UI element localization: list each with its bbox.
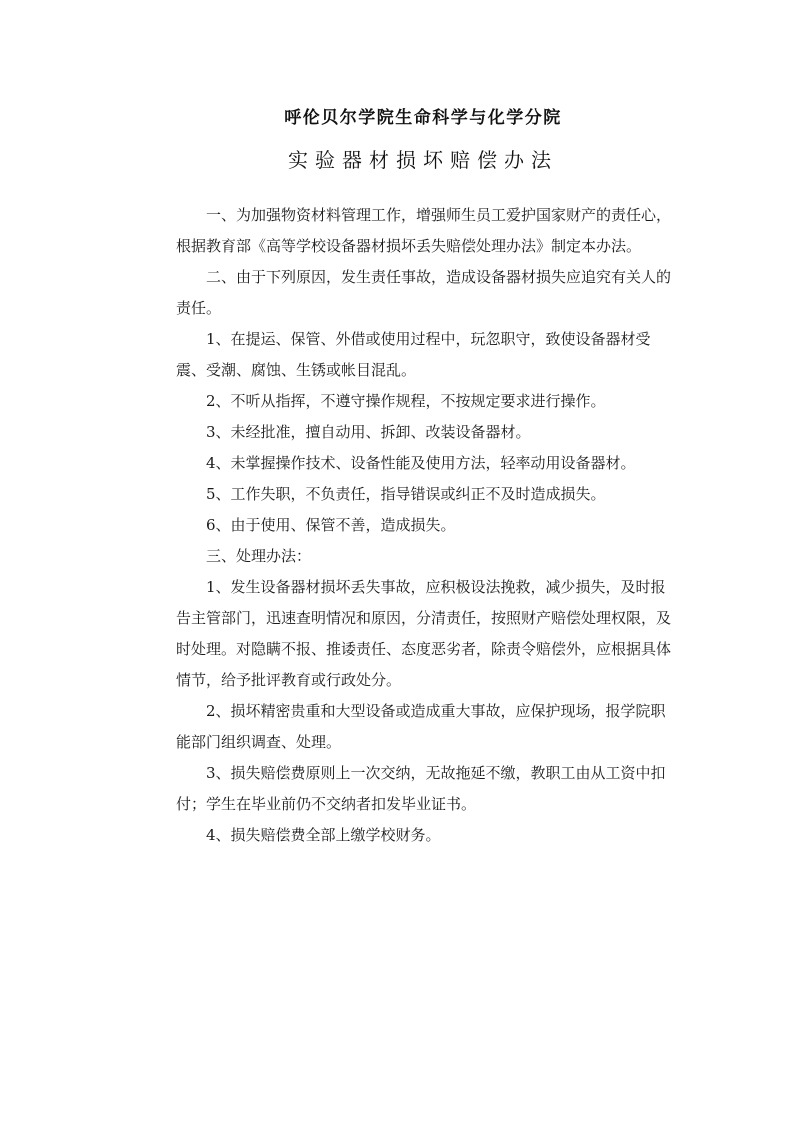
paragraph-item: 1、发生设备器材损坏丢失事故，应积极设法挽救，减少损失，及时报告主管部门，迅速查明情况和原因，分清责任，按照财产赔偿处理权限，及时处理。对隐瞒不报、推诿责任、态度恶劣者，除责令赔偿外，应根据具体情节，给予批评教育或行政处分。 [176, 578, 672, 689]
paragraph-item: 6、由于使用、保管不善，造成损失。 [206, 516, 456, 534]
paragraph-item: 5、工作失职，不负责任，指导错误或纠正不及时造成损失。 [206, 485, 606, 503]
paragraph-item: 4、损失赔偿费全部上缴学校财务。 [206, 826, 441, 844]
paragraph-section-three: 三、处理办法： [206, 547, 312, 565]
paragraph-item: 2、不听从指挥，不遵守操作规程，不按规定要求进行操作。 [206, 392, 606, 410]
paragraph-item: 3、未经批准，擅自动用、拆卸、改装设备器材。 [206, 423, 531, 441]
organization-title: 呼伦贝尔学院生命科学与化学分院 [284, 108, 562, 128]
paragraph-item: 2、损坏精密贵重和大型设备或造成重大事故，应保护现场，报学院职能部门组织调查、处理。 [176, 702, 666, 751]
paragraph-item: 4、未掌握操作技术、设备性能及使用方法，轻率动用设备器材。 [206, 454, 636, 472]
paragraph-purpose: 一、为加强物资材料管理工作，增强师生员工爱护国家财产的责任心，根据教育部《高等学校设备器材损坏丢失赔偿处理办法》制定本办法。 [176, 206, 672, 255]
paragraph-item: 1、在提运、保管、外借或使用过程中，玩忽职守，致使设备器材受震、受潮、腐蚀、生锈或帐目混乱。 [176, 330, 651, 379]
paragraph-section-two: 二、由于下列原因，发生责任事故，造成设备器材损失应追究有关人的责任。 [176, 268, 672, 317]
document-body [176, 200, 676, 851]
document-title: 实验器材损坏赔偿办法 [288, 148, 558, 172]
paragraph-item: 3、损失赔偿费原则上一次交纳，无故拖延不缴，教职工由从工资中扣付；学生在毕业前仍不交纳者扣发毕业证书。 [176, 764, 666, 813]
